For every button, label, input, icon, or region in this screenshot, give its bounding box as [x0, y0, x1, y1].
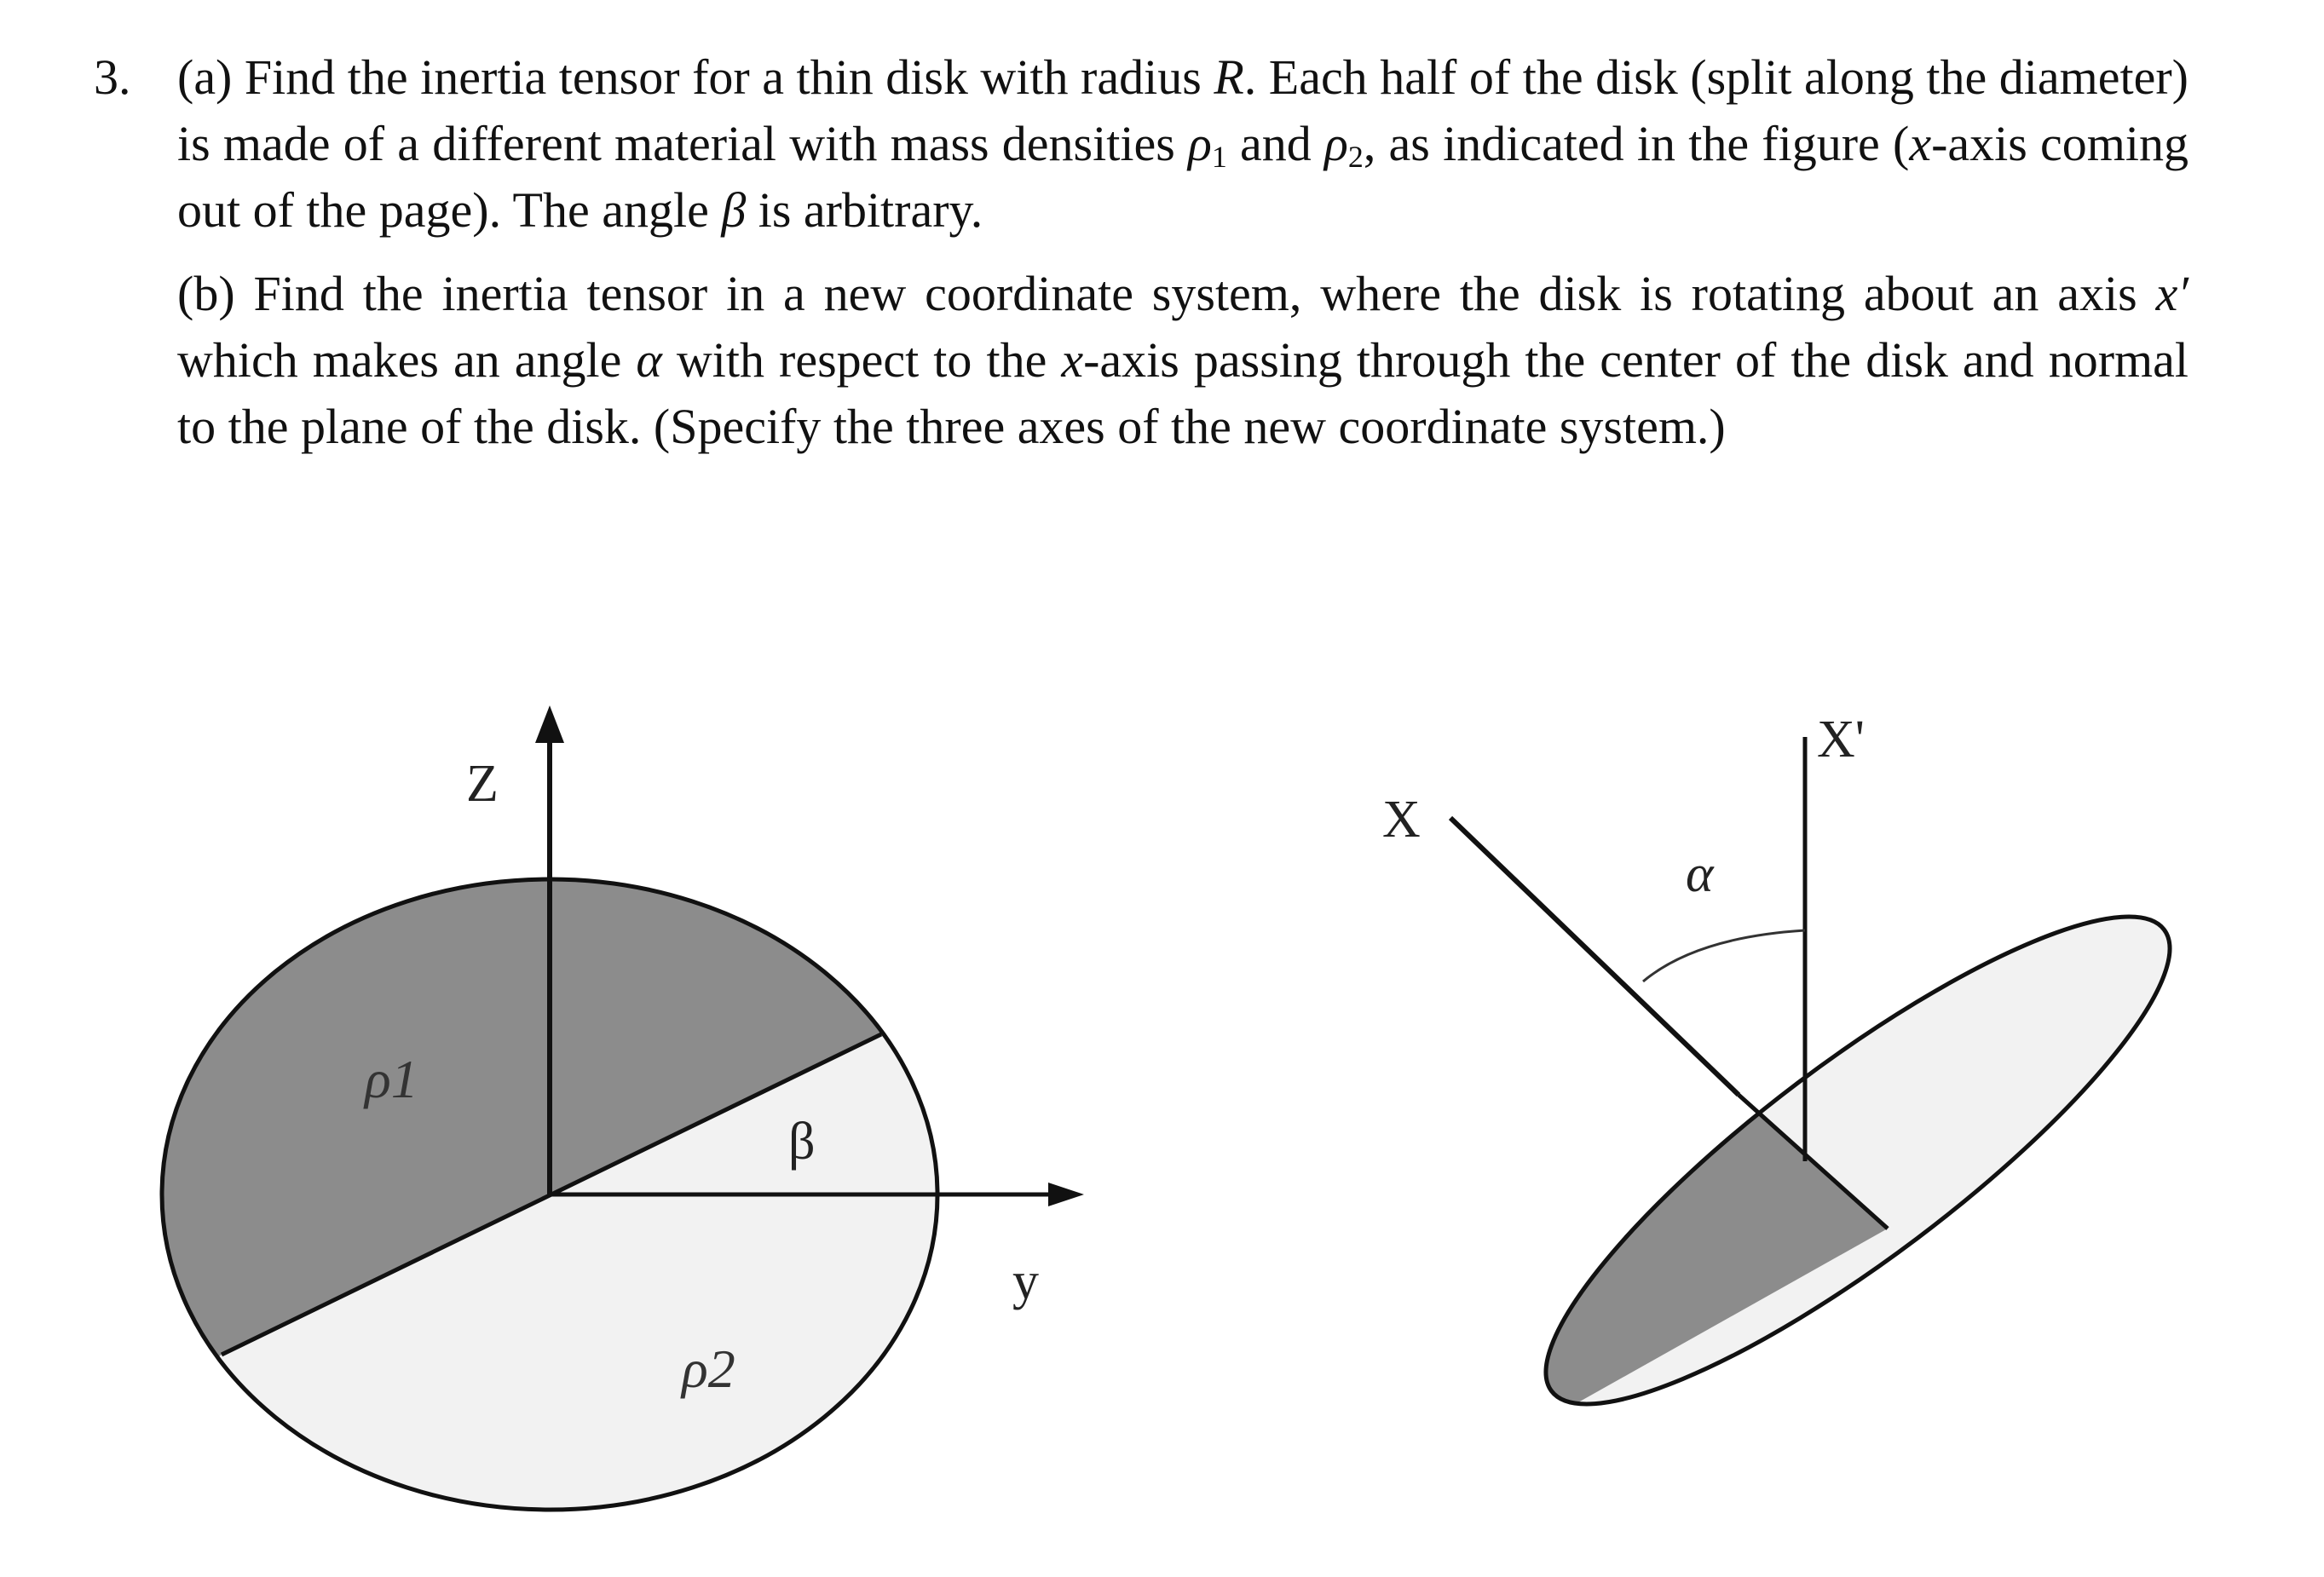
y-axis-label: y — [1012, 1252, 1039, 1310]
z-axis-arrowhead — [535, 705, 564, 743]
rho2-label: ρ2 — [682, 1338, 735, 1399]
xprime-axis-label: X' — [1817, 711, 1865, 768]
alpha-arc — [1643, 930, 1805, 981]
problem-number: 3. — [94, 49, 131, 105]
alpha-label: α — [1686, 845, 1714, 903]
x-axis-label: X — [1382, 791, 1421, 849]
right-figure — [1108, 711, 2223, 1577]
part-b-text: (b) Find the inertia tensor in a new coordinate system, where the disk is rotating about an axis x′ which makes an angle α with respect to the x-axis passing through the center of the disk and normal to the plane of the disk. (Specify the three axes of the new coordinate system.) — [177, 266, 2201, 454]
z-axis-label: Z — [466, 755, 499, 813]
rho1-label: ρ1 — [365, 1049, 418, 1109]
y-axis-arrowhead — [1048, 1183, 1084, 1206]
part-a-text: (a) Find the inertia tensor for a thin disk with radius R. Each half of the disk (split along the diameter) is made of a different material with mass densities $\rho_1$ and $\rho_2$, as indicated in the figure (x-axis coming out of the page). The angle β is arbitrary. — [177, 49, 2201, 238]
beta-label: β — [788, 1113, 816, 1171]
left-figure — [85, 705, 1084, 1510]
